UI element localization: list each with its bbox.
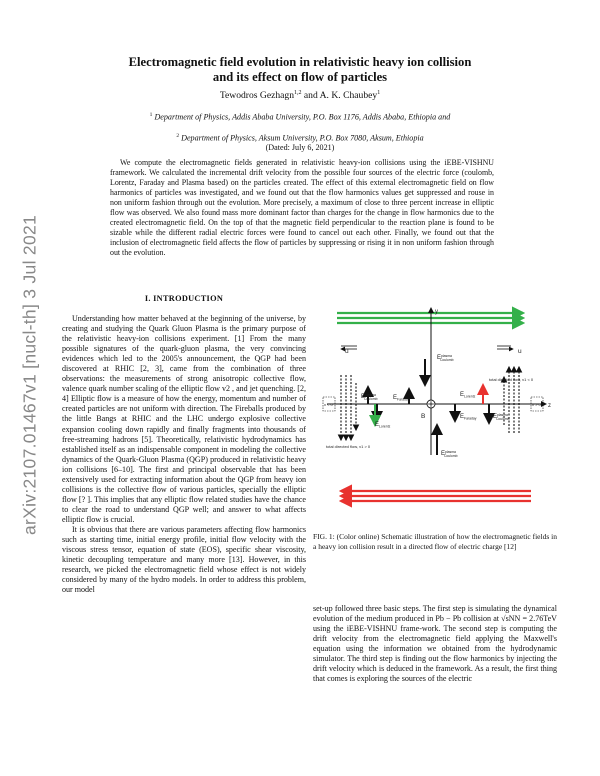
- u-right-label: u: [518, 348, 522, 355]
- e-plasma-bottom: $E^{plasma}$ Coulomb: [441, 450, 458, 458]
- arxiv-stamp: arXiv:2107.01467v1 [nucl-th] 3 Jul 2021: [19, 214, 40, 536]
- x-neg-label: x < 0: [324, 402, 333, 407]
- abstract: We compute the electromagnetic fields generated in relativistic heavy-ion collisions using the iEBE-VISHNU framework. We calculated the incremental drift velocity from the possible four sources of the electric force (coulomb, Lorentz, Faraday and Plasma based) on the particles created. The effect of this external electromagnetic field on flow harmonics of particles was investigated, and we found out that the flow harmonics values get suppressed and rouse in non uniform fashion through out the evolution. More precisely, a maximum of close to three percent increase in elliptic flow was observed. We also found mass more dominant factor than charges for the change in flow harmonics due to the created electromagnetic field. On the top of that the magnetic field perpendicular to the reaction plane is found to be sizable while the different radial electric forces were found to cancel out each other. Finally, we found out that the inclusion of electromagnetic field affects the flow of particles by suppressing or rising it in non uniform fashion through out the evolution.: [110, 158, 494, 258]
- red-velocity-arrows: [341, 491, 531, 501]
- right-paragraph: set-up followed three basic steps. The first step is simulating the dynamical evolution of the medium produced in Pb − Pb collision at √sNN = 2.76TeV using the iEBE-VISHNU frame-work. The second step is computing the drift velocity from the electromagnetic field applying the Maxwell's equation using the information we obtained from the hydrodynamic simulator. The third step is finding out the flow harmonics by injecting the drift velocity which is deduced in the framework. As a result, the first thing that comes is exploring the sources of the electric: [313, 604, 557, 684]
- e-faraday-left: $E_{Faraday}$: [393, 395, 410, 402]
- e-plasma-top: $E^{plasma}$ Coulomb: [437, 354, 454, 362]
- e-faraday-right: $E_{Faraday}$: [460, 414, 477, 421]
- section-heading: I. INTRODUCTION: [144, 294, 224, 303]
- x-pos-label: x > 0: [532, 402, 541, 407]
- dated-line: (Dated: July 6, 2021): [265, 143, 335, 152]
- u-left-label: u: [345, 348, 349, 355]
- flow-left-label: total directed flow, v1 > 0: [326, 444, 371, 449]
- b-label: B: [421, 413, 426, 420]
- figure-caption: FIG. 1: (Color online) Schematic illustration of how the electromagnetic fields in a heavy ion collision result in a directed flow of electric charge [12]: [313, 532, 557, 551]
- e-lorentz-top: $E_{Lorentz}$: [460, 392, 476, 399]
- paper-title: [70, 55, 530, 85]
- y-label: y: [435, 309, 438, 315]
- e-plasma-left: $E^{plasma}$ Coulomb: [361, 393, 378, 401]
- intro-paragraph-2: It is obvious that there are various parameters affecting flow harmonics such as starting time, initial energy profile, initial flow velocity with the viscous stress tensor, equation of state (EOS), specific shear viscosity, kinetic decoupling temperature and many more [13]. However, in this research, we picked the electromagnetic field whose effect is not widely considered by many of the hydro models. In order to address this problem, our model: [62, 524, 306, 595]
- right-column: [313, 604, 557, 684]
- left-dotted-arrows: [341, 375, 356, 440]
- title-line-1: Electromagnetic field evolution in relativistic heavy ion collision: [128, 55, 472, 69]
- intro-paragraph-1: Understanding how matter behaved at the beginning of the universe, by creating and studying the Quark Gluon Plasma is the primary purpose of the relativistic heavy-ion collisions experiment. [1] From the many possible signatures of the quark-gluon plasma, the very convincing evidences which led to the 2005's announcement, the QGP had been discovered at RHIC [2, 3], came from the combination of three observations: the measurements of strong anisotropic collective flow, valence quark number scaling of the elliptic flow v2 , and jet quenching. [2, 4] Elliptic flow is a measure of how the energy, momentum and number of created particles are not uniform with direction. The Fireballs produced by the little Bangs at RHIC and the LHC undergo explosive collective expansion cooling down rapidly and finally fragments into thousands of free-streaming hadrons [5]. Theoretically, relativistic hydrodynamics has established itself as an indispensable component in modeling the collective dynamics of the Quark-Gluon Plasma (QGP) produced in relativistic heavy ion collisions [6–10]. The first and principal observable that has been extensively used for extracting information about the QGP from heavy ion collisions is the collective flow of various particles, specially the elliptic flow [? ]. This implies that any elliptic flow related studies have the chance to clear the road to understand QGP well; and answer to what affects elliptic flow is crucial.: [62, 314, 307, 524]
- flow-right-label: total directed flow, v1 < 0: [489, 377, 534, 382]
- title-line-2: and its effect on flow of particles: [212, 70, 388, 84]
- left-column: [62, 314, 306, 595]
- affiliation-2: $^2$ Department of Physics, Aksum University, P.O. Box 7080, Aksum, Ethiopia: [176, 133, 424, 143]
- e-lorentz-bottom: $E_{Lorentz}$: [375, 422, 391, 429]
- green-velocity-arrows: [337, 313, 523, 323]
- authors: Tewodros Gezhagn$^{1,2}$ and A. K. Chaubey$^1$: [219, 90, 381, 102]
- e-plasma-right: $E^{plasma}$ Coulomb: [493, 413, 510, 421]
- affiliation-1: $^1$ Department of Physics, Addis Ababa University, P.O. Box 1176, Addis Ababa, Ethiopia and: [149, 112, 451, 122]
- figure-1: [313, 305, 557, 523]
- z-label: z: [548, 403, 551, 409]
